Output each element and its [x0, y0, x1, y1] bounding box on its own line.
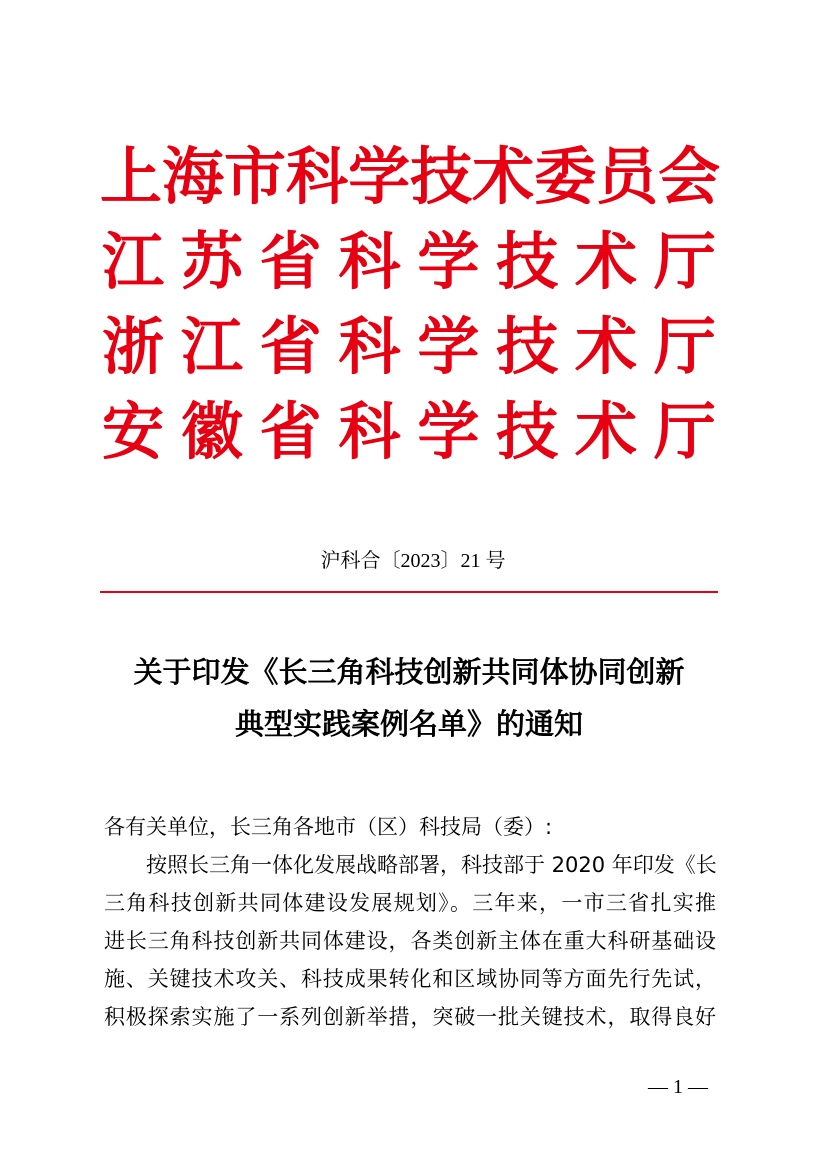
document-number: 沪科合〔2023〕21 号	[320, 550, 506, 572]
document-title	[100, 646, 718, 750]
paragraph-line: 三角科技创新共同体建设发展规划》。三年来，一市三省扎实推	[104, 891, 716, 915]
issuer-char: 技	[410, 140, 473, 213]
issuer-char: 浙	[101, 310, 164, 383]
title-line-1: 关于印发《长三角科技创新共同体协同创新	[133, 655, 685, 689]
issuer-char: 江	[101, 225, 164, 298]
issuer-char: 术	[575, 225, 638, 298]
salutation: 各有关单位，长三角各地市（区）科技局（委）:	[104, 815, 553, 839]
issuer-char: 术	[472, 140, 535, 213]
body-paragraph	[104, 846, 716, 1036]
issuer-char: 江	[180, 310, 243, 383]
issuer-char: 术	[575, 310, 638, 383]
issuer-char: 厅	[653, 310, 716, 383]
issuer-char: 省	[259, 225, 322, 298]
issuer-char: 上	[100, 140, 163, 213]
issuer-char: 厅	[653, 395, 716, 468]
issuer-char: 技	[496, 225, 559, 298]
paragraph-line: 按照长三角一体化发展战略部署，科技部于 2020 年印发《长	[146, 853, 717, 877]
paragraph-line: 施、关键技术攻关、科技成果转化和区域协同等方面先行先试，	[104, 967, 716, 991]
issuer-jiangsu	[100, 223, 718, 308]
issuer-char: 徽	[180, 395, 243, 468]
paragraph-line: 进长三角科技创新共同体建设，各类创新主体在重大科研基础设	[104, 929, 716, 953]
issuer-char: 科	[286, 140, 349, 213]
issuer-char: 委	[534, 140, 597, 213]
paragraph-line: 积极探索实施了一系列创新举措，突破一批关键技术，取得良好	[104, 1005, 716, 1029]
issuer-char: 学	[348, 140, 411, 213]
issuer-char: 技	[496, 395, 559, 468]
title-line-2: 典型实践案例名单》的通知	[234, 707, 583, 741]
issuer-char: 学	[417, 310, 480, 383]
issuer-char: 省	[259, 395, 322, 468]
issuer-char: 科	[338, 395, 401, 468]
issuer-char: 安	[101, 395, 164, 468]
document-body	[104, 808, 716, 1036]
page-number: — 1 —	[648, 1076, 708, 1098]
issuer-shanghai	[100, 138, 721, 223]
issuer-zhejiang	[100, 308, 718, 393]
red-divider-line	[100, 591, 718, 593]
issuer-char: 学	[417, 395, 480, 468]
issuer-char: 学	[417, 225, 480, 298]
issuer-char: 省	[259, 310, 322, 383]
issuer-char: 市	[224, 140, 287, 213]
issuer-char: 技	[496, 310, 559, 383]
issuer-anhui	[100, 393, 718, 478]
issuer-char: 员	[596, 140, 659, 213]
issuer-char: 术	[575, 395, 638, 468]
issuer-char: 科	[338, 310, 401, 383]
issuer-char: 会	[658, 140, 721, 213]
issuer-char: 海	[162, 140, 225, 213]
issuer-char: 苏	[180, 225, 243, 298]
issuer-char: 科	[338, 225, 401, 298]
issuing-agencies-header	[100, 138, 721, 478]
issuer-char: 厅	[653, 225, 716, 298]
